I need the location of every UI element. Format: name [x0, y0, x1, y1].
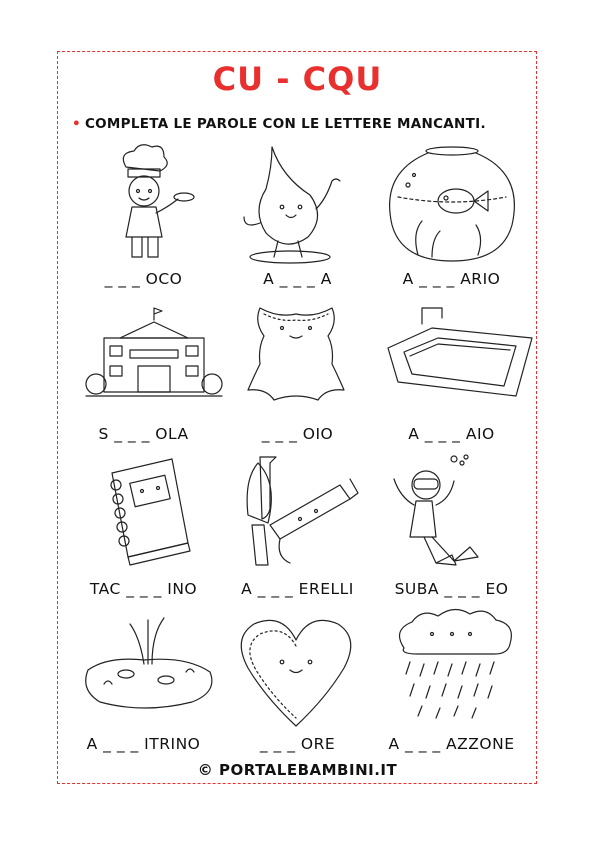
word-to-complete: _ _ _ OIO — [261, 425, 334, 443]
sink-icon — [374, 300, 529, 420]
word-to-complete: S _ _ _ OLA — [98, 425, 189, 443]
word-to-complete: A _ _ _ AIO — [408, 425, 495, 443]
exercise-item — [220, 300, 375, 450]
heart-icon — [220, 610, 375, 730]
exercise-item — [374, 300, 529, 450]
exercise-item — [66, 610, 221, 760]
school-icon — [66, 300, 221, 420]
exercise-item — [374, 455, 529, 605]
bullet: • — [72, 116, 81, 132]
word-to-complete: TAC _ _ _ INO — [89, 580, 198, 598]
notebook-icon — [66, 455, 221, 575]
exercise-item — [66, 300, 221, 450]
word-to-complete: A _ _ _ A — [263, 270, 332, 288]
leather-icon — [220, 300, 375, 420]
exercise-item — [374, 610, 529, 760]
page-title: CU - CQU — [212, 60, 383, 98]
exercise-item — [220, 455, 375, 605]
cook-icon — [66, 145, 221, 265]
paint-tubes-icon — [220, 455, 375, 575]
footer-credit: © PORTALEBAMBINI.IT — [197, 761, 398, 779]
water-drop-icon — [220, 145, 375, 265]
scuba-diver-icon — [374, 455, 529, 575]
word-to-complete: SUBA _ _ _ EO — [394, 580, 509, 598]
pond-icon — [66, 610, 221, 730]
word-to-complete: A _ _ _ ITRINO — [86, 735, 201, 753]
instruction-text: COMPLETA LE PAROLE CON LE LETTERE MANCANTI. — [84, 116, 486, 132]
exercise-item — [220, 145, 375, 295]
exercise-item — [220, 610, 375, 760]
rain-cloud-icon — [374, 610, 529, 730]
fishbowl-icon — [374, 145, 529, 265]
word-to-complete: _ _ _ OCO — [104, 270, 183, 288]
word-to-complete: A _ _ _ ERELLI — [241, 580, 354, 598]
instruction — [72, 116, 486, 132]
exercise-item — [66, 145, 221, 295]
exercise-item — [66, 455, 221, 605]
word-to-complete: A _ _ _ AZZONE — [388, 735, 515, 753]
word-to-complete: _ _ _ ORE — [259, 735, 336, 753]
word-to-complete: A _ _ _ ARIO — [402, 270, 501, 288]
exercise-item — [374, 145, 529, 295]
